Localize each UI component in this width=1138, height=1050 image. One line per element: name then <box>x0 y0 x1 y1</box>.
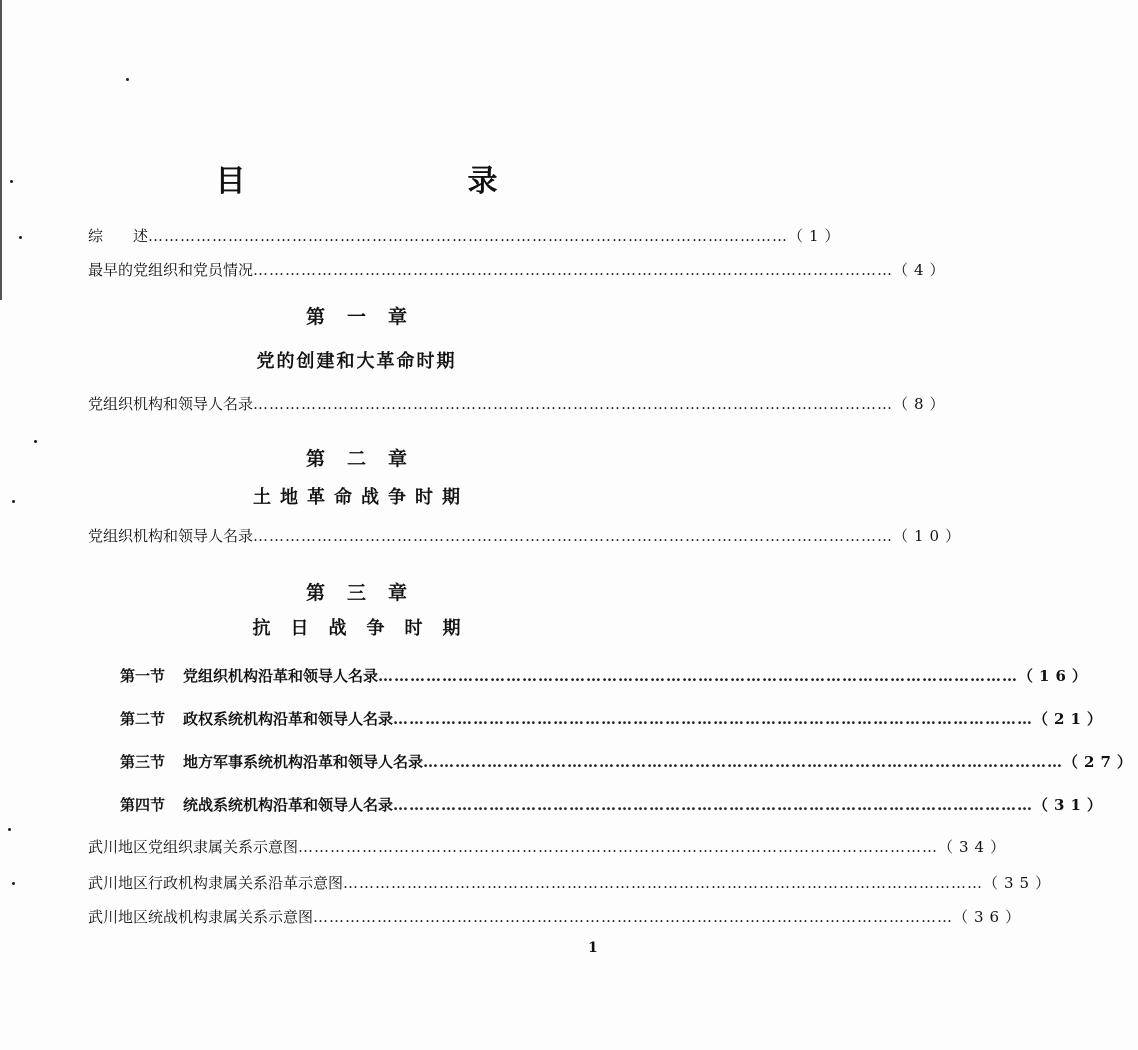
page-number: 1 <box>588 940 598 956</box>
toc-page-number: （34） <box>938 838 1012 856</box>
chapter-title: 抗日战争时期 <box>252 618 481 639</box>
scan-speck <box>12 882 15 885</box>
leader-dots: ………………………………………………………………………………………………………… <box>423 753 1064 771</box>
toc-entry-label: 综 述 <box>88 227 149 245</box>
leader-dots: ………………………………………………………………………………………………………… <box>378 667 1019 685</box>
leader-dots: ………………………………………………………………………………………………………… <box>298 838 939 856</box>
toc-entry-label: 武川地区行政机构隶属关系沿革示意图 <box>88 874 344 892</box>
toc-entry[interactable] <box>88 873 1057 893</box>
toc-entry[interactable] <box>88 526 967 546</box>
toc-section-entry[interactable] <box>120 752 1138 772</box>
toc-page-number: （8） <box>893 395 951 413</box>
page-title: 目 录 <box>215 164 594 199</box>
toc-entry-label: 地方军事系统机构沿革和领导人名录 <box>183 753 424 771</box>
chapter-number: 第一章 <box>305 306 429 328</box>
toc-section-entry[interactable] <box>120 795 1108 815</box>
leader-dots: ………………………………………………………………………………………………………… <box>253 527 894 545</box>
toc-entry[interactable] <box>88 260 951 280</box>
chapter-title: 土地革命战争时期 <box>253 487 469 508</box>
toc-entry-label: 武川地区统战机构隶属关系示意图 <box>88 908 314 926</box>
chapter-number: 第二章 <box>305 448 429 470</box>
scan-speck <box>126 78 129 81</box>
toc-section-entry[interactable] <box>120 666 1093 686</box>
toc-page-number: （27） <box>1063 753 1138 771</box>
toc-entry[interactable] <box>88 394 951 414</box>
toc-entry-label: 党组织机构和领导人名录 <box>88 527 254 545</box>
section-number: 第二节 <box>120 710 166 728</box>
chapter-number: 第三章 <box>305 582 429 604</box>
toc-entry-label: 党组织机构沿革和领导人名录 <box>183 667 379 685</box>
leader-dots: ………………………………………………………………………………………………………… <box>313 908 954 926</box>
section-number: 第四节 <box>120 796 166 814</box>
toc-entry-label: 武川地区党组织隶属关系示意图 <box>88 838 299 856</box>
toc-entry[interactable] <box>88 907 1027 927</box>
leader-dots: ………………………………………………………………………………………………………… <box>393 710 1034 728</box>
chapter-title: 党的创建和大革命时期 <box>256 351 457 372</box>
toc-entry-label: 最早的党组织和党员情况 <box>88 261 254 279</box>
toc-section-entry[interactable] <box>120 709 1108 729</box>
leader-dots: ………………………………………………………………………………………………………… <box>253 395 894 413</box>
scan-edge <box>0 0 2 300</box>
scan-speck <box>34 440 37 443</box>
toc-page-number: （35） <box>983 874 1057 892</box>
toc-entry-label: 政权系统机构沿革和领导人名录 <box>183 710 394 728</box>
toc-page-number: （1） <box>788 227 846 245</box>
toc-page-number: （21） <box>1033 710 1108 728</box>
toc-page-number: （10） <box>893 527 967 545</box>
toc-page-number: （4） <box>893 261 951 279</box>
toc-entry-label: 统战系统机构沿革和领导人名录 <box>183 796 394 814</box>
leader-dots: ………………………………………………………………………………………………………… <box>253 261 894 279</box>
section-number: 第一节 <box>120 667 166 685</box>
toc-entry-label: 党组织机构和领导人名录 <box>88 395 254 413</box>
leader-dots: ………………………………………………………………………………………………………… <box>393 796 1034 814</box>
section-number: 第三节 <box>120 753 166 771</box>
toc-entry[interactable] <box>88 837 1012 857</box>
toc-entry[interactable] <box>88 226 846 246</box>
toc-page-number: （31） <box>1033 796 1108 814</box>
scan-speck <box>19 236 22 239</box>
leader-dots: ………………………………………………………………………………………………………… <box>148 227 789 245</box>
leader-dots: ………………………………………………………………………………………………………… <box>343 874 984 892</box>
scan-speck <box>8 828 11 831</box>
toc-page-number: （16） <box>1018 667 1093 685</box>
toc-page-number: （36） <box>953 908 1027 926</box>
